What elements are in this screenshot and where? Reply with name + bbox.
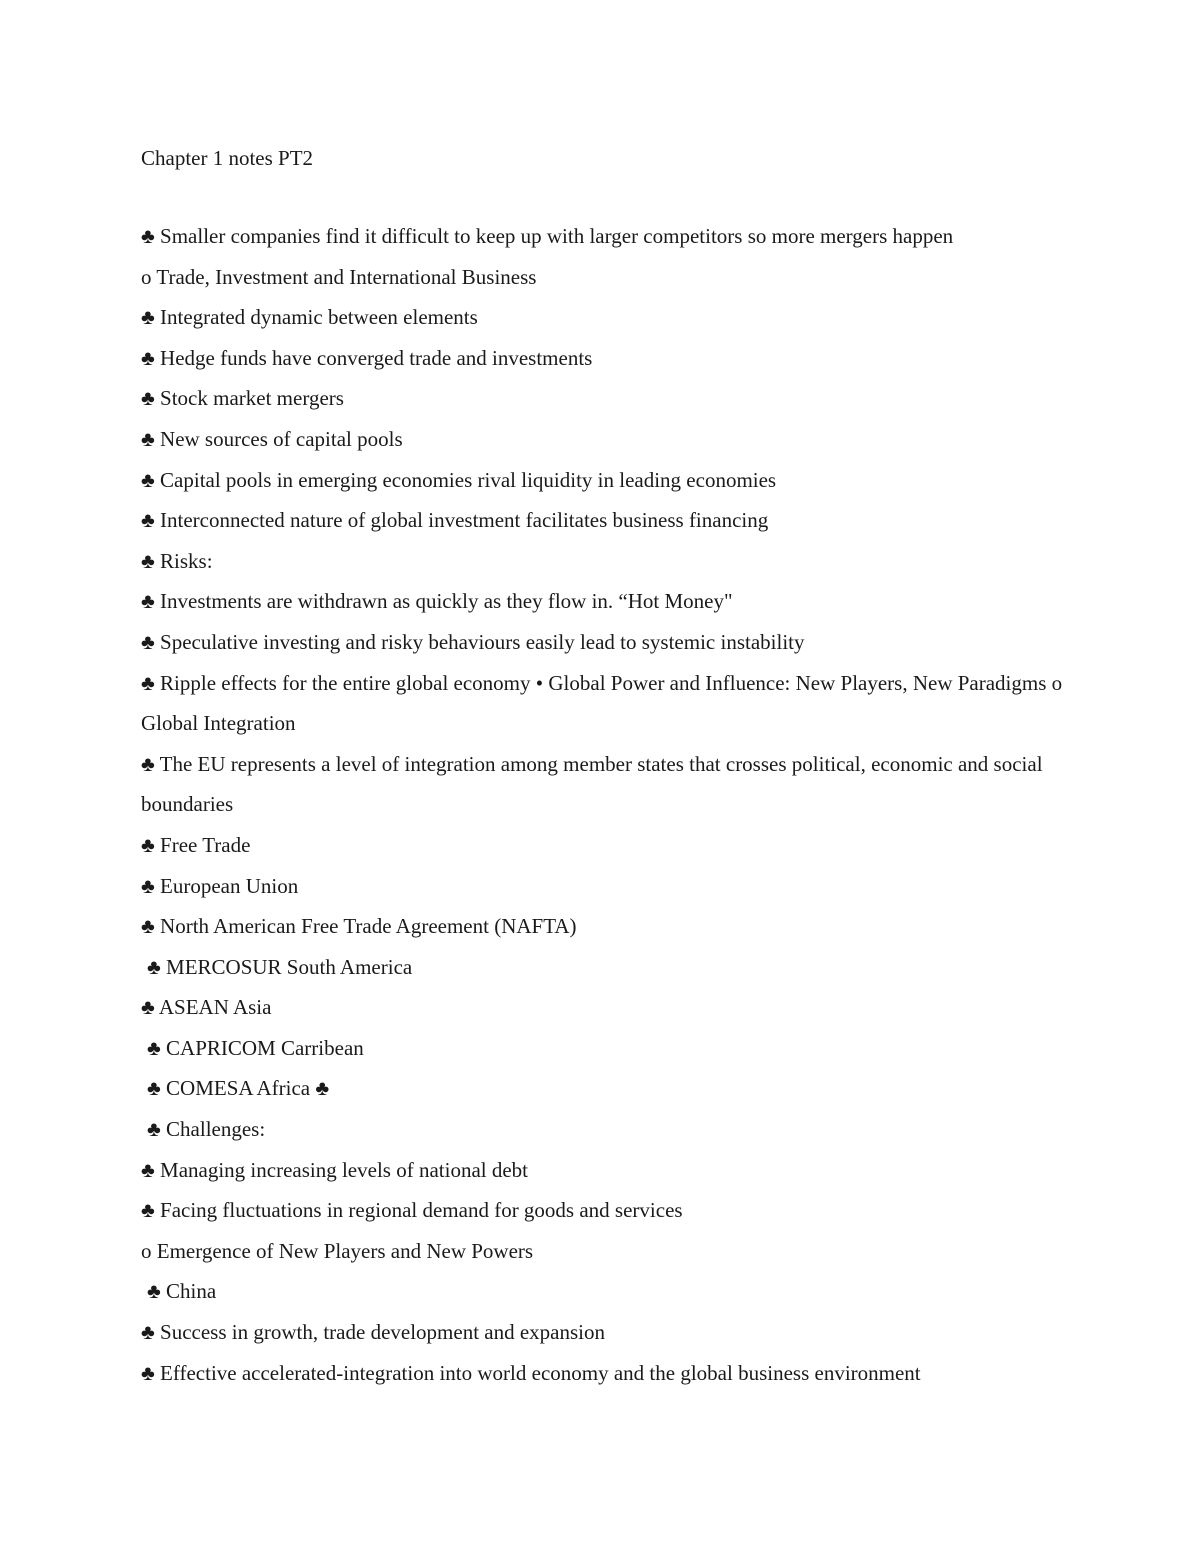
note-line: ♣ Capital pools in emerging economies rival liquidity in leading economies xyxy=(141,467,777,492)
note-line: ♣ Interconnected nature of global investment facilitates business financing xyxy=(141,508,769,533)
note-line: ♣ Speculative investing and risky behaviours easily lead to systemic instability xyxy=(141,629,805,654)
note-line: ♣ China xyxy=(147,1279,217,1304)
note-line: o Emergence of New Players and New Powers xyxy=(141,1238,534,1263)
note-line: ♣ The EU represents a level of integration among member states that crosses political, economic and social boundaries xyxy=(141,751,1043,817)
note-line: ♣ North American Free Trade Agreement (NAFTA) xyxy=(141,914,577,939)
note-line: ♣ European Union xyxy=(141,873,299,898)
note-line: ♣ Hedge funds have converged trade and investments xyxy=(141,345,593,370)
note-line: ♣ ASEAN Asia xyxy=(141,995,272,1020)
note-line: ♣ Integrated dynamic between elements xyxy=(141,305,478,330)
note-line: ♣ New sources of capital pools xyxy=(141,426,403,451)
note-line: ♣ Challenges: xyxy=(147,1117,266,1142)
document-title: Chapter 1 notes PT2 xyxy=(141,146,314,170)
document-body xyxy=(141,140,1071,1393)
note-line: ♣ Free Trade xyxy=(141,832,251,857)
note-line: ♣ MERCOSUR South America xyxy=(147,954,413,979)
note-line: ♣ Success in growth, trade development and expansion xyxy=(141,1320,605,1345)
note-line: ♣ Ripple effects for the entire global economy • Global Power and Influence: New Players, New Paradigms o Global Integration xyxy=(141,670,1063,736)
note-line: ♣ Investments are withdrawn as quickly as they flow in. “Hot Money" xyxy=(141,589,733,614)
note-line: o Trade, Investment and International Business xyxy=(141,264,537,289)
note-line: ♣ Facing fluctuations in regional demand for goods and services xyxy=(141,1198,683,1223)
note-line: ♣ Risks: xyxy=(141,548,213,573)
note-line: ♣ Effective accelerated-integration into world economy and the global business environment xyxy=(141,1360,921,1385)
note-line: ♣ COMESA Africa ♣ xyxy=(147,1076,330,1101)
note-line: ♣ Smaller companies find it difficult to keep up with larger competitors so more mergers happen xyxy=(141,224,954,248)
note-line: ♣ CAPRICOM Carribean xyxy=(147,1035,364,1060)
note-line: ♣ Managing increasing levels of national debt xyxy=(141,1157,529,1182)
note-line: ♣ Stock market mergers xyxy=(141,386,344,411)
